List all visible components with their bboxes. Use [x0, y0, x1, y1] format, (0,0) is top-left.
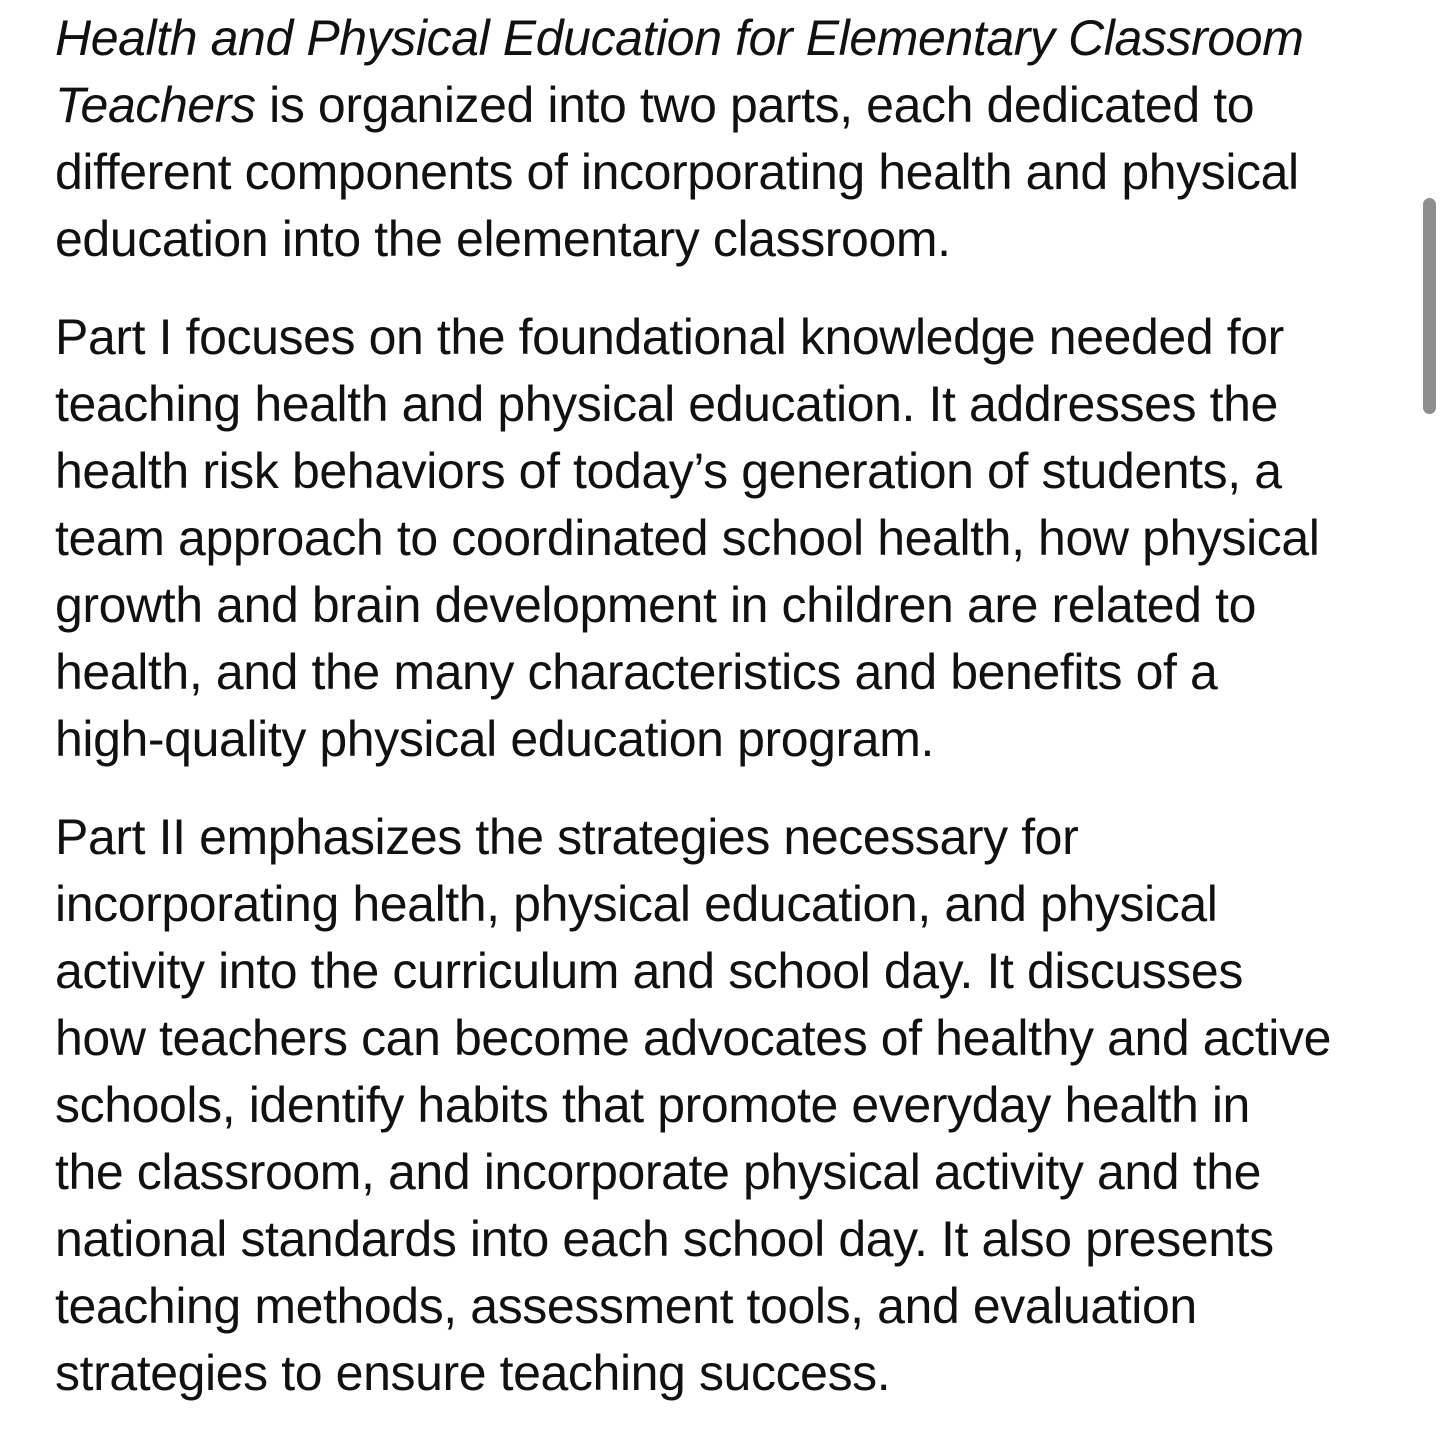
paragraph — [55, 804, 1405, 1407]
text-segment: the classroom, and incorporate physical activity and the — [55, 1144, 1262, 1200]
text-segment: how teachers can become advocates of healthy and active — [55, 1010, 1332, 1066]
paragraph — [55, 304, 1405, 773]
text-line — [55, 72, 1405, 139]
text-segment: is organized into two parts, each dedicated to — [255, 77, 1255, 133]
text-segment: high-quality physical education program. — [55, 711, 934, 767]
text-segment: activity into the curriculum and school day. It discusses — [55, 943, 1243, 999]
text-segment: health risk behaviors of today’s generation of students, a — [55, 443, 1282, 499]
text-line — [55, 706, 1405, 773]
text-segment: teaching health and physical education. It addresses the — [55, 376, 1278, 432]
text-line — [55, 438, 1405, 505]
text-line — [55, 1072, 1405, 1139]
text-segment: health, and the many characteristics and benefits of a — [55, 644, 1218, 700]
text-segment: team approach to coordinated school health, how physical — [55, 510, 1320, 566]
text-segment: Part I focuses on the foundational knowledge needed for — [55, 309, 1284, 365]
text-segment: different components of incorporating health and physical — [55, 144, 1299, 200]
scrollbar-thumb[interactable] — [1423, 198, 1436, 414]
text-line — [55, 1139, 1405, 1206]
text-line — [55, 371, 1405, 438]
text-segment: teaching methods, assessment tools, and evaluation — [55, 1278, 1197, 1334]
text-line — [55, 505, 1405, 572]
text-segment: incorporating health, physical education, and physical — [55, 876, 1218, 932]
paragraph — [55, 5, 1405, 273]
text-line — [55, 139, 1405, 206]
book-title-italic: Teachers — [55, 77, 256, 133]
text-line — [55, 572, 1405, 639]
text-line — [55, 1273, 1405, 1340]
text-line — [55, 1206, 1405, 1273]
text-line — [55, 1005, 1405, 1072]
text-segment: schools, identify habits that promote everyday health in — [55, 1077, 1250, 1133]
text-line — [55, 1340, 1405, 1407]
text-line — [55, 5, 1405, 72]
text-segment: growth and brain development in children are related to — [55, 577, 1256, 633]
text-line — [55, 871, 1405, 938]
book-description-text — [55, 5, 1405, 1438]
text-line — [55, 304, 1405, 371]
text-line — [55, 938, 1405, 1005]
text-segment: strategies to ensure teaching success. — [55, 1345, 891, 1401]
text-segment: national standards into each school day. It also presents — [55, 1211, 1274, 1267]
book-title-italic: Health and Physical Education for Elementary Classroom — [55, 10, 1304, 66]
text-segment: Part II emphasizes the strategies necessary for — [55, 809, 1079, 865]
text-line — [55, 206, 1405, 273]
text-segment: education into the elementary classroom. — [55, 211, 951, 267]
text-line — [55, 639, 1405, 706]
text-line — [55, 804, 1405, 871]
